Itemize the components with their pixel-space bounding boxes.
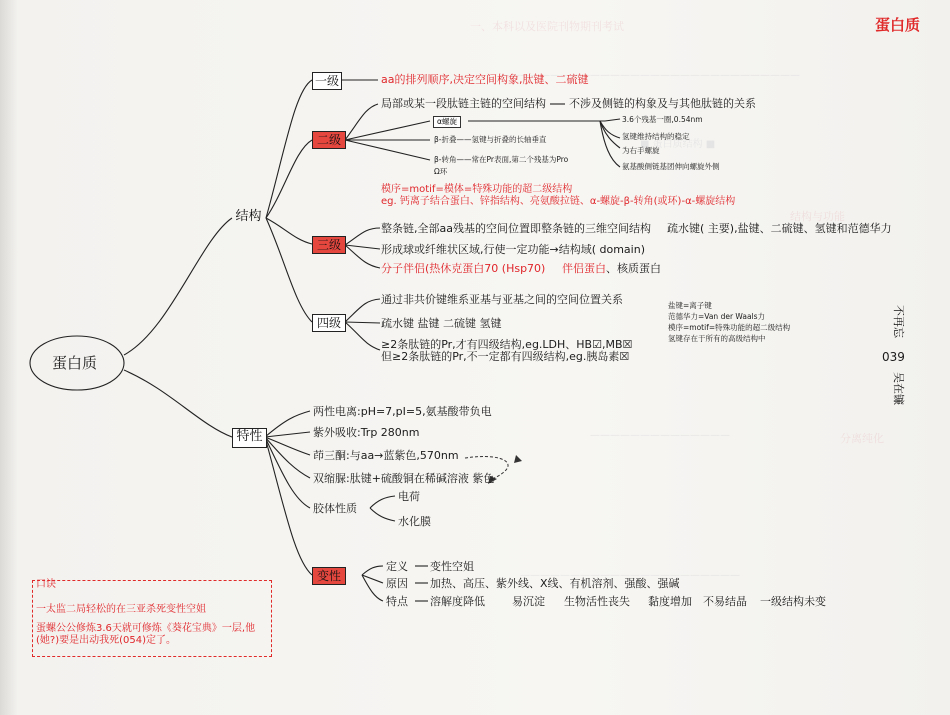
- beta-sheet: β-折叠——氢键与折叠的长轴垂直: [434, 135, 547, 144]
- root-label: 蛋白质: [52, 354, 98, 372]
- side-chapter: 不再忘: [892, 305, 905, 338]
- primary-desc: aa的排列顺序,决定空间构象,肽键、二硫键: [381, 73, 589, 86]
- alpha-note-3: 为右手螺旋: [622, 146, 660, 155]
- quaternary-note1: ≥2条肽链的Pr,才有四级结构,eg.LDH、HB☑,MB☒: [381, 338, 633, 351]
- page-title: 蛋白质: [874, 16, 920, 34]
- colloid-label: 胶体性质: [313, 502, 357, 515]
- bleed-text: ——————————————: [590, 430, 730, 441]
- feature-3: 生物活性丧失: [564, 595, 630, 608]
- colloid-hydration: 水化膜: [398, 515, 431, 528]
- property-2: 紫外吸收:Trp 280nm: [313, 426, 420, 439]
- bleed-text: ——————————————————————: [520, 570, 740, 581]
- bleed-text: 分离纯化: [840, 432, 884, 445]
- mnemonic-line1: 一太监二局轻松的在三亚杀死变性空姐: [36, 604, 206, 615]
- side-page-number: 039: [882, 350, 905, 364]
- feature-6: 一级结构未变: [760, 595, 826, 608]
- mnemonic-title: 口诀: [36, 579, 56, 590]
- feature-1: 溶解度降低: [430, 595, 485, 608]
- alpha-helix-box: α螺旋: [433, 116, 461, 128]
- tertiary-bonds: 疏水键( 主要),盐键、二硫键、氢键和范德华力: [667, 222, 892, 235]
- motif-line1: 模序=motif=模体=特殊功能的超二级结构: [381, 184, 573, 195]
- mnemonic-line3: (她?)要是出动我死(054)定了。: [36, 635, 176, 646]
- quaternary-desc: 通过非共价键维系亚基与亚基之间的空间位置关系: [381, 293, 623, 306]
- alpha-note-2: 氢键维持结构的稳定: [622, 132, 690, 141]
- colloid-charge: 电荷: [398, 490, 420, 503]
- property-3: 茚三酮:与aa→蓝紫色,570nm: [313, 449, 459, 462]
- denature-cause: 加热、高压、紫外线、X线、有机溶剂、强酸、强碱: [430, 577, 680, 590]
- tertiary-box: 三级: [312, 236, 346, 254]
- feature-2: 易沉淀: [512, 595, 545, 608]
- quaternary-note2: 但≥2条肽链的Pr,不一定都有四级结构,eg.胰岛素☒: [381, 350, 630, 363]
- secondary-desc: 局部或某一段肽链主链的空间结构: [381, 97, 546, 110]
- denature-cause-label: 原因: [386, 577, 408, 590]
- denature-def-label: 定义: [386, 560, 408, 573]
- chaperone-2: 伴侣蛋白、核质蛋白: [562, 262, 661, 275]
- denature-box: 变性: [312, 567, 346, 585]
- property-1: 两性电离:pH=7,pI=5,氨基酸带负电: [313, 405, 492, 418]
- bleed-text: 结构与功能: [790, 210, 845, 223]
- mnemonic-line2: 蛋螺公公修炼3.6天就可修炼《葵花宝典》一层,他: [36, 623, 256, 634]
- bleed-text: ■ 蛋白质结构 ■: [640, 139, 716, 150]
- secondary-desc-note: 不涉及侧链的构象及与其他肽链的关系: [569, 97, 756, 110]
- alpha-note-4: 氨基酸侧链基团伸向螺旋外侧: [622, 162, 720, 171]
- motif-line2: eg. 钙离子结合蛋白、锌指结构、亮氨酸拉链、α-螺旋-β-转角(或环)-α-螺旋结构: [381, 196, 736, 207]
- quaternary-box: 四级: [312, 314, 346, 332]
- alpha-note-1: 3.6个残基一圈,0.54nm: [622, 115, 703, 124]
- sidenote-3: 模序=motif=特殊功能的超二级结构: [668, 323, 791, 332]
- structure-label: 结构: [235, 209, 262, 224]
- bleed-text: 一、本科以及医院刊物期刊考试: [470, 20, 624, 33]
- feature-5: 不易结晶: [703, 595, 747, 608]
- property-4: 双缩脲:肽键+硫酸铜在稀碱溶液 紫色: [313, 472, 495, 485]
- tertiary-domain: 形成球或纤维状区域,行使一定功能→结构域( domain): [381, 243, 645, 256]
- denature-feat-label: 特点: [386, 595, 408, 608]
- tertiary-desc: 整条链,全部aa残基的空间位置即整条链的三维空间结构: [381, 222, 651, 235]
- properties-box: 特性: [232, 428, 267, 448]
- omega-loop: Ω环: [434, 167, 448, 176]
- secondary-box: 二级: [312, 131, 346, 149]
- sidenote-1: 盐键=离子键: [668, 301, 712, 310]
- feature-4: 黏度增加: [648, 595, 692, 608]
- primary-box: 一级: [312, 72, 342, 90]
- denature-def: 变性空姐: [430, 560, 474, 573]
- chaperone: 分子伴侣(热休克蛋白70 (Hsp70): [381, 262, 546, 275]
- beta-turn: β-转角——常在Pr表面,第二个残基为Pro: [434, 155, 569, 164]
- bleed-text: ——————————————————————————————: [500, 70, 800, 81]
- side-author: 吴在镰: [892, 372, 905, 405]
- sidenote-4: 氢键存在于所有的高级结构中: [668, 334, 766, 343]
- quaternary-bonds: 疏水键 盐键 二硫键 氢键: [381, 317, 502, 330]
- sidenote-2: 范德华力=Van der Waals力: [668, 312, 766, 321]
